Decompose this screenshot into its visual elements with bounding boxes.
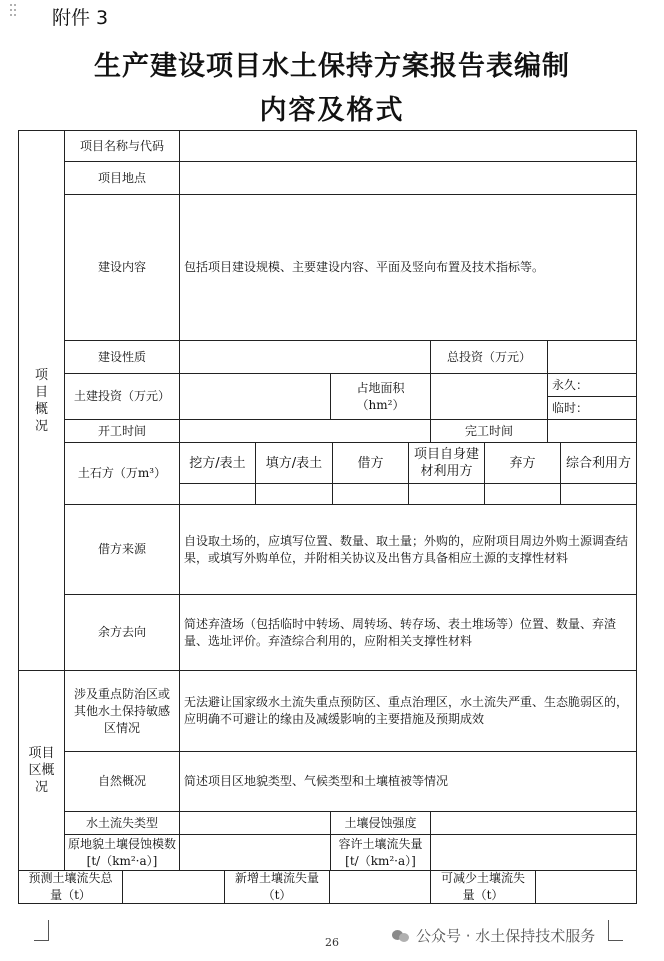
desc-natural-overview: 简述项目区地貌类型、气候类型和土壤植被等情况 bbox=[179, 751, 637, 812]
label-permanent: 永久： bbox=[547, 373, 637, 397]
label-surplus-destination: 余方去向 bbox=[64, 594, 180, 671]
section-project-overview: 项目概况 bbox=[18, 130, 65, 671]
earthwork-col-self-use: 项目自身建材利用方 bbox=[408, 442, 485, 484]
section-project-area-overview: 项目区概况 bbox=[18, 670, 65, 871]
value-start-time bbox=[179, 419, 431, 443]
page-number: 26 bbox=[325, 936, 339, 949]
earthwork-value bbox=[408, 483, 485, 505]
label-erosion-intensity: 土壤侵蚀强度 bbox=[330, 811, 431, 835]
earthwork-col-excavation: 挖方/表土 bbox=[179, 442, 256, 484]
label-civil-investment: 土建投资（万元） bbox=[64, 373, 180, 420]
earthwork-value bbox=[179, 483, 256, 505]
earthwork-col-comprehensive: 综合利用方 bbox=[560, 442, 637, 484]
value-reducible-loss bbox=[535, 870, 637, 904]
value-construction-nature bbox=[179, 340, 431, 374]
label-project-location: 项目地点 bbox=[64, 161, 180, 195]
value-erosion-type bbox=[179, 811, 331, 835]
drag-handle-icon bbox=[10, 4, 18, 18]
earthwork-value bbox=[560, 483, 637, 505]
earthwork-col-borrow: 借方 bbox=[332, 442, 409, 484]
label-erosion-type: 水土流失类型 bbox=[64, 811, 180, 835]
earthwork-value bbox=[255, 483, 333, 505]
watermark bbox=[392, 925, 595, 946]
earthwork-col-waste: 弃方 bbox=[484, 442, 561, 484]
earthwork-col-fill: 填方/表土 bbox=[255, 442, 333, 484]
value-original-modulus bbox=[179, 834, 331, 871]
label-start-time: 开工时间 bbox=[64, 419, 180, 443]
desc-construction-content: 包括项目建设规模、主要建设内容、平面及竖向布置及技术指标等。 bbox=[179, 194, 637, 341]
value-erosion-intensity bbox=[430, 811, 637, 835]
title-line-1: 生产建设项目水土保持方案报告表编制 bbox=[94, 51, 570, 82]
label-reducible-loss: 可减少土壤流失量（t） bbox=[430, 870, 536, 904]
label-project-name: 项目名称与代码 bbox=[64, 130, 180, 162]
value-project-location bbox=[179, 161, 637, 195]
value-end-time bbox=[547, 419, 637, 443]
desc-sensitive-area: 无法避让国家级水土流失重点预防区、重点治理区，水土流失严重、生态脆弱区的，应明确不可避让的缘由及减缓影响的主要措施及预期成效 bbox=[179, 670, 637, 752]
value-total-investment bbox=[547, 340, 637, 374]
earthwork-value bbox=[484, 483, 561, 505]
label-end-time: 完工时间 bbox=[430, 419, 548, 443]
label-earthwork: 土石方（万m³） bbox=[64, 442, 180, 505]
value-civil-investment bbox=[179, 373, 331, 420]
label-natural-overview: 自然概况 bbox=[64, 751, 180, 812]
label-new-loss: 新增土壤流失量（t） bbox=[224, 870, 330, 904]
label-original-modulus: 原地貌土壤侵蚀模数[t/（km²·a）] bbox=[64, 834, 180, 871]
label-predicted-loss: 预测土壤流失总量（t） bbox=[18, 870, 123, 904]
earthwork-value bbox=[332, 483, 409, 505]
value-predicted-loss bbox=[122, 870, 225, 904]
value-land-area bbox=[430, 373, 548, 420]
label-temporary: 临时： bbox=[547, 396, 637, 420]
wechat-icon bbox=[392, 929, 410, 943]
label-land-area: 占地面积（hm²） bbox=[330, 373, 431, 420]
attachment-label: 附件 3 bbox=[52, 7, 109, 29]
label-construction-nature: 建设性质 bbox=[64, 340, 180, 374]
value-new-loss bbox=[329, 870, 431, 904]
label-sensitive-area: 涉及重点防治区或其他水土保持敏感区情况 bbox=[64, 670, 180, 752]
desc-borrow-source: 自设取土场的，应填写位置、数量、取土量；外购的，应附项目周边外购土源调查结果，或填写外购单位，并附相关协议及出售方具备相应土源的支撑性材料 bbox=[179, 504, 637, 595]
title-line-2: 内容及格式 bbox=[259, 95, 405, 126]
value-allowable-loss bbox=[430, 834, 637, 871]
label-construction-content: 建设内容 bbox=[64, 194, 180, 341]
label-borrow-source: 借方来源 bbox=[64, 504, 180, 595]
desc-surplus-destination: 简述弃渣场（包括临时中转场、周转场、转存场、表土堆场等）位置、数量、弃渣量、选址评价。弃渣综合利用的，应附相关支撑性材料 bbox=[179, 594, 637, 671]
watermark-text: 公众号 · 水土保持技术服务 bbox=[416, 927, 596, 945]
label-total-investment: 总投资（万元） bbox=[430, 340, 548, 374]
value-project-name bbox=[179, 130, 637, 162]
label-allowable-loss: 容许土壤流失量[t/（km²·a）] bbox=[330, 834, 431, 871]
